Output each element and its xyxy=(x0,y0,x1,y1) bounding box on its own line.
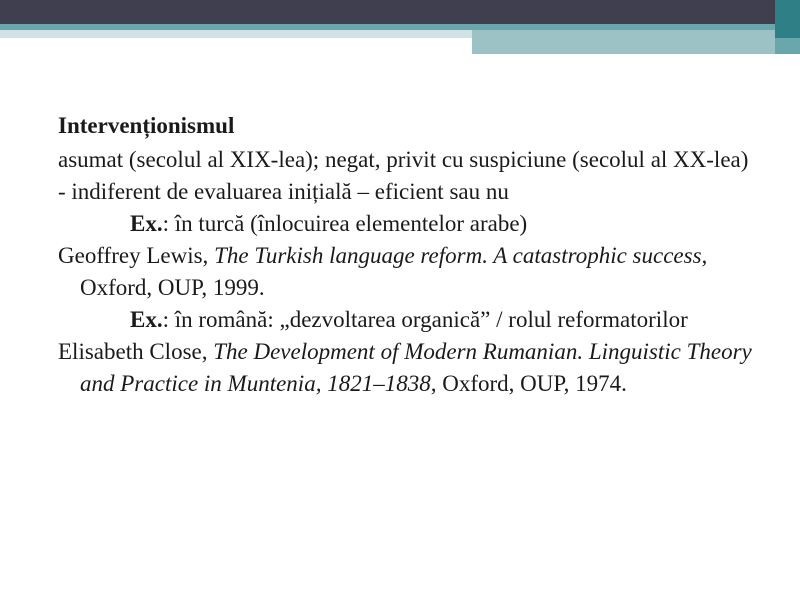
example-label: Ex. xyxy=(130,307,163,332)
header-accent-right-lower xyxy=(775,38,800,54)
slide-body xyxy=(58,108,758,400)
example-turkish xyxy=(58,208,758,240)
header-bar-dark xyxy=(0,0,775,24)
example-romanian xyxy=(58,304,758,336)
example-text: : în turcă (înlocuirea elementelor arabe) xyxy=(162,211,528,236)
header-accent-right xyxy=(775,0,800,38)
text-line-assumed: asumat (secolul al XIX-lea); negat, privit cu suspiciune (secolul al XX-lea) xyxy=(58,147,749,172)
reference-title: The Development of Modern Rumanian. Linguistic Theory and Practice in Muntenia, 1821–1838 xyxy=(80,339,752,396)
reference-close xyxy=(58,336,758,400)
reference-lewis xyxy=(58,240,758,304)
reference-author: Geoffrey Lewis, xyxy=(58,243,215,268)
reference-publisher: Oxford, OUP, 1999. xyxy=(80,275,265,300)
header-stripe-pale-left xyxy=(0,30,472,38)
reference-publisher: , Oxford, OUP, 1974. xyxy=(430,371,627,396)
text-line-indifferent: - indiferent de evaluarea inițială – eficient sau nu xyxy=(58,179,509,204)
reference-title: The Turkish language reform. A catastrophic success, xyxy=(214,243,708,268)
header-stripe-pale-right xyxy=(472,30,775,54)
slide-title: Intervenționismul xyxy=(58,113,235,138)
example-label: Ex. xyxy=(130,211,163,236)
example-text: : în română: „dezvoltarea organică” / rolul reformatorilor xyxy=(162,307,688,332)
reference-author: Elisabeth Close, xyxy=(58,339,214,364)
